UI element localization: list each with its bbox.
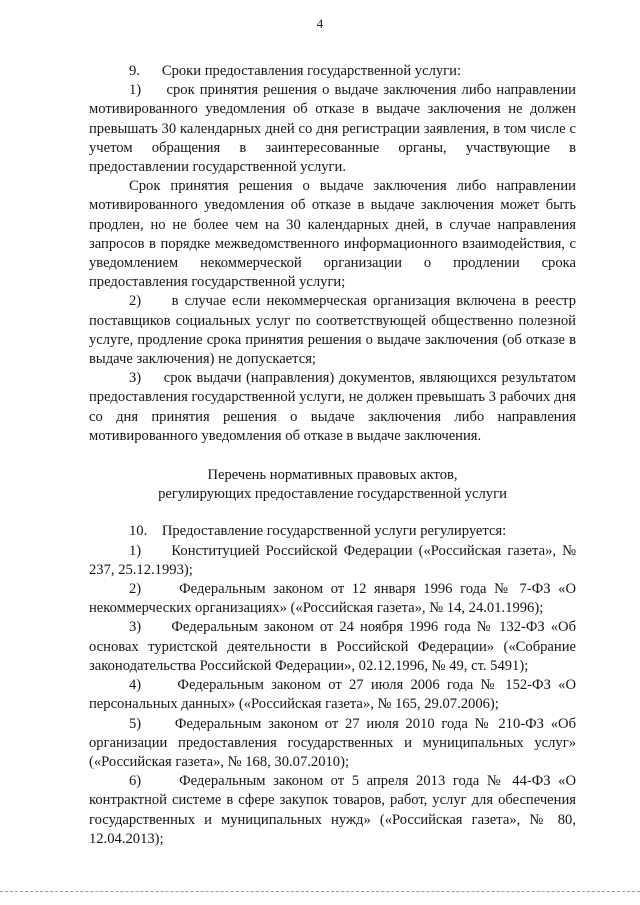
section-heading-line-2: регулирующих предоставление государственной услуги [158, 486, 507, 503]
section-10-item-1: 1) Конституцией Российской Федерации («Российская газета», № 237, 25.12.1993); [89, 542, 576, 578]
section-10-item-6: 6) Федеральным законом от 5 апреля 2013 года № 44-ФЗ «О контрактной системе в сфере закупок товаров, работ, услуг для обеспечения государственных и муниципальных нужд» («Российская газета», № 80, 12.04.2013); [89, 773, 576, 847]
section-10-item-2: 2) Федеральным законом от 12 января 1996 года № 7-ФЗ «О некоммерческих организациях» («Российская газета», № 14, 24.01.1996); [89, 581, 576, 617]
section-10-item-3: 3) Федеральным законом от 24 ноября 1996 года № 132-ФЗ «Об основах туристской деятельности в Российской Федерации» («Собрание законодательства Российской Федерации», 02.12.1996, № 49, ст. 5491); [89, 619, 576, 674]
section-9-item-1: 1) срок принятия решения о выдаче заключения либо направлении мотивированного уведомления об отказе в выдаче заключения не должен превышать 30 календарных дней со дня регистрации заявления, в том числе с учетом обращения в заинтересованные органы, участвующие в предоставлении государственной услуги. [89, 82, 576, 176]
section-9-item-2: 2) в случае если некоммерческая организация включена в реестр поставщиков социальных услуг по соответствующей общественно полезной услуге, продление срока принятия решения о выдаче заключения (об отказе в выдаче заключения) не допускается; [89, 293, 576, 368]
section-9-title: 9. Сроки предоставления государственной услуги: [129, 63, 462, 79]
section-10-item-4: 4) Федеральным законом от 27 июля 2006 года № 152-ФЗ «О персональных данных» («Российская газета», № 165, 29.07.2006); [89, 677, 576, 713]
page-number: 4 [316, 16, 324, 31]
section-9-item-3: 3) срок выдачи (направления) документов, являющихся результатом предоставления государственной услуги, не должен превышать 3 рабочих дня со дня принятия решения о выдаче заключения либо направления мотивированного уведомления об отказе в выдаче заключения. [89, 370, 576, 444]
document-body [89, 62, 576, 849]
section-10-item-5: 5) Федеральным законом от 27 июля 2010 года № 210-ФЗ «Об организации предоставления государственных и муниципальных услуг» («Российская газета», № 168, 30.07.2010); [89, 715, 576, 770]
section-9-item-1-continuation: Срок принятия решения о выдаче заключения либо направлении мотивированного уведомления об отказе в выдаче заключения может быть продлен, но не более чем на 30 календарных дней, в случае направления запросов в порядке межведомственного информационного взаимодействия, с уведомлением некоммерческой организации о продлении срока предоставления государственной услуги; [89, 178, 576, 291]
section-10-title: 10. Предоставление государственной услуги регулируется: [129, 523, 507, 540]
bottom-scan-edge [0, 891, 640, 892]
section-heading-line-1: Перечень нормативных правовых актов, [207, 467, 458, 484]
